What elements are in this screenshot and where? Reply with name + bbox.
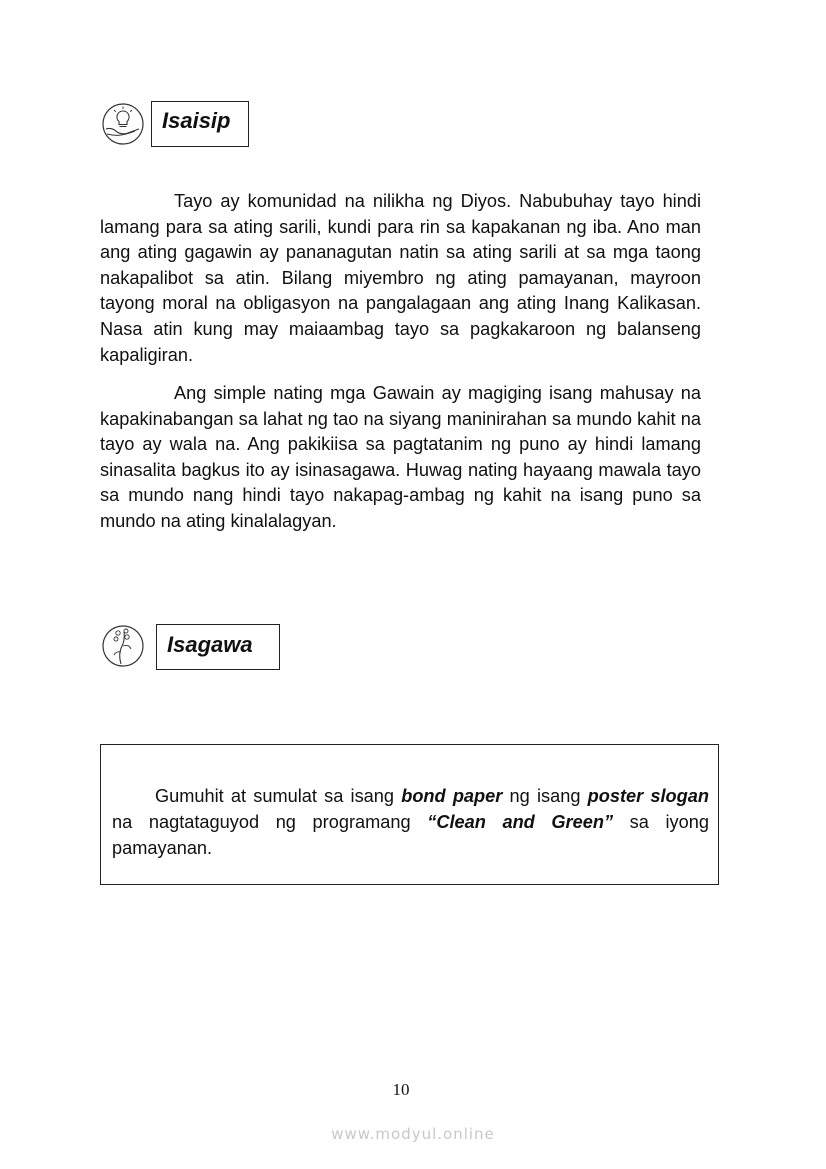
task-part-4: sa iyong pamayanan. (112, 812, 709, 858)
isagawa-task-text (112, 783, 709, 861)
task-emphasis-bond-paper: bond paper (401, 786, 503, 806)
lightbulb-hand-icon (101, 102, 145, 146)
paragraph-text: Ang simple nating mga Gawain ay magiging isang mahusay na kapakinabangan sa lahat ng tao na siyang maninirahan sa mundo kahit na tayo ay wala na. Ang pakikiisa sa pagtatanim ng puno ay hindi lamang sinasalita bagkus ito ay isinasagawa. Huwag nating hayaang mawala tayo sa mundo nang hindi tayo nakapag-ambag ng kahit na isang puno sa mundo na ating kinalalagyan. (100, 383, 701, 531)
isagawa-title: Isagawa (167, 632, 253, 657)
isaisip-paragraph-2 (100, 381, 701, 535)
watermark: www.modyul.online (331, 1125, 495, 1143)
paragraph-text: Tayo ay komunidad na nilikha ng Diyos. Nabubuhay tayo hindi lamang para sa ating sarili, kundi para rin sa kapakanan ng iba. Ano man ang ating gagawin ay pananagutan natin sa ating sarili at sa mga taong nakapalibot sa atin. Bilang miyembro ng ating pamayanan, mayroon tayong moral na obligasyon na pangalagaan ang ating Inang Kalikasan. Nasa atin kung may maiaambag tayo sa pagkakaroon ng balanseng kapaligiran. (100, 191, 701, 365)
task-part-3: na nagtataguyod ng programang (112, 812, 428, 832)
task-part-2: ng isang (502, 786, 588, 806)
isaisip-paragraph-1 (100, 189, 701, 368)
page-number: 10 (392, 1080, 410, 1099)
isaisip-title: Isaisip (162, 108, 231, 133)
task-emphasis-clean-and-green: “Clean and Green” (427, 812, 614, 832)
task-part-1: Gumuhit at sumulat sa isang (155, 786, 402, 806)
isagawa-task-box (100, 744, 719, 885)
globe-plant-icon (101, 624, 145, 668)
task-emphasis-poster-slogan: poster slogan (587, 786, 710, 806)
